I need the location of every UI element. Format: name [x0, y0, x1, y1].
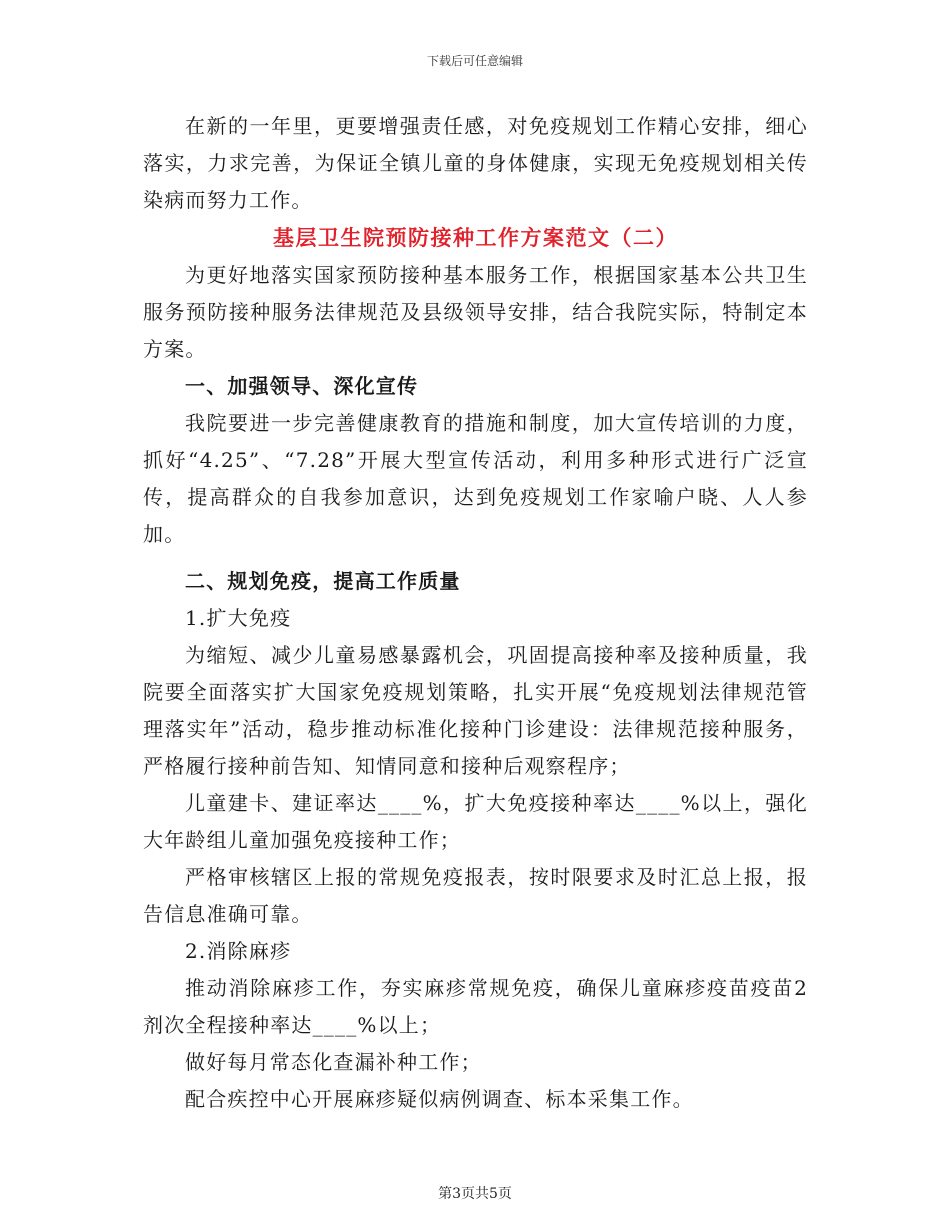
- heading-leadership: 一、加强领导、深化宣传: [185, 374, 419, 398]
- subheading-expand-immunization: 1.扩大免疫: [185, 606, 292, 630]
- paragraph-monthly-checks: 做好每月常态化查漏补种工作；: [185, 1050, 482, 1074]
- heading-immunization: 二、规划免疫，提高工作质量: [185, 569, 461, 593]
- document-body: [143, 108, 808, 1118]
- page-header-note: 下载后可任意编辑: [426, 54, 523, 68]
- paragraph-case-investigation: 配合疾控中心开展麻疹疑似病例调查、标本采集工作。: [185, 1087, 694, 1111]
- page-footer-number: 第3页共5页: [438, 1186, 512, 1202]
- paragraph-expand-immunization: 为缩短、减少儿童易感暴露机会，巩固提高接种率及接种质量，我院要全面落实扩大国家免疫规划策略，扎实开展“免疫规划法律规范管理落实年”活动，稳步推动标准化接种门诊建设：法律规范接种服务，严格履行接种前告知、知情同意和接种后观察程序；: [143, 643, 808, 778]
- paragraph-publicity: 我院要进一步完善健康教育的措施和制度，加大宣传培训的力度，抓好“4.25”、“7.28”开展大型宣传活动，利用多种形式进行广泛宣传，提高群众的自我参加意识，达到免疫规划工作家喻户晓、人人参加。: [143, 411, 808, 546]
- paragraph-report-review: 严格审核辖区上报的常规免疫报表，按时限要求及时汇总上报，报告信息准确可靠。: [143, 865, 808, 926]
- section-title: 基层卫生院预防接种工作方案范文（二）: [273, 225, 678, 250]
- paragraph-intro: 在新的一年里，更要增强责任感，对免疫规划工作精心安排，细心落实，力求完善，为保证全镇儿童的身体健康，实现无免疫规划相关传染病而努力工作。: [143, 114, 808, 212]
- subheading-measles: 2.消除麻疹: [185, 939, 292, 963]
- paragraph-purpose: 为更好地落实国家预防接种基本服务工作，根据国家基本公共卫生服务预防接种服务法律规范及县级领导安排，结合我院实际，特制定本方案。: [143, 263, 808, 361]
- paragraph-vaccination-rate: 儿童建卡、建证率达____%，扩大免疫接种率达____%以上，强化大年龄组儿童加强免疫接种工作；: [143, 791, 808, 852]
- spacer: [143, 553, 808, 563]
- paragraph-measles-elimination: 推动消除麻疹工作，夯实麻疹常规免疫，确保儿童麻疹疫苗疫苗2剂次全程接种率达____%以上；: [143, 976, 808, 1037]
